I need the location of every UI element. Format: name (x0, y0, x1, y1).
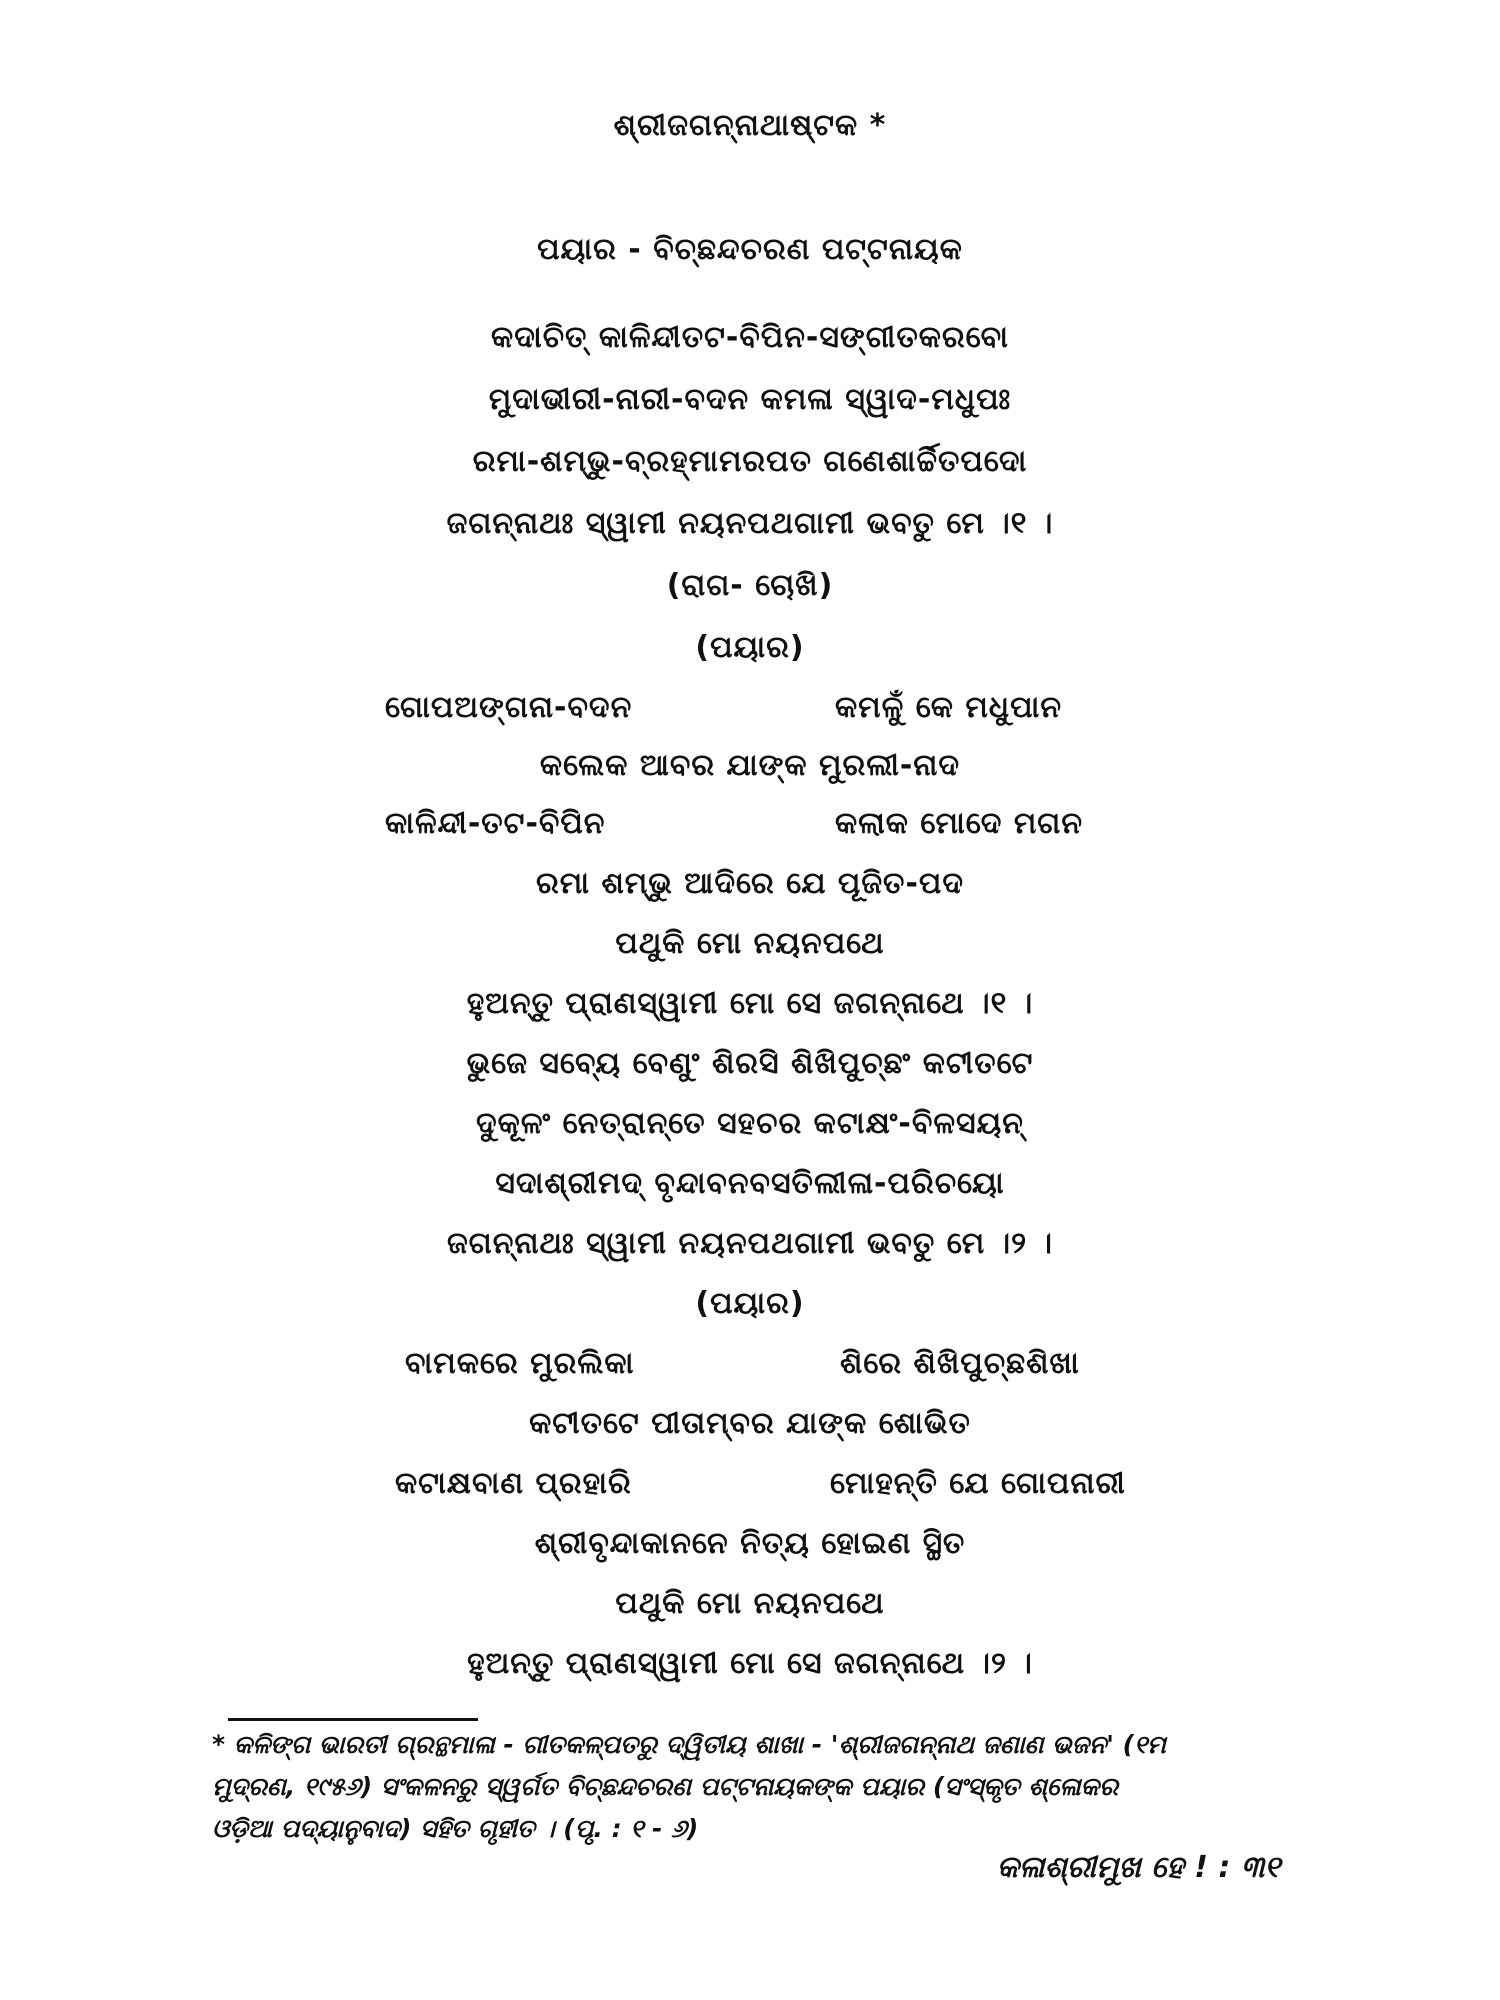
translation-2-line-6: ହୁଅନ୍ତୁ ପ୍ରାଣସ୍ୱାମୀ ମୋ ସେ ଜଗନ୍ନାଥେ ।୨ । (467, 1646, 1033, 1681)
translation-1-pair-3-left: କାଳିନ୍ଦୀ-ତଟ-ବିପିନ (385, 806, 606, 841)
verse-2-line-3: ସଦାଶ୍ରୀମଦ୍ ବୃନ୍ଦାବନବସତିଲୀଳା-ପରିଚୟୋ (495, 1166, 1005, 1201)
translation-2-line-2: କଟୀତଟେ ପୀତାମ୍ବର ଯାଙ୍କ ଶୋଭିତ (529, 1406, 971, 1441)
translation-1-line-4: ରମା ଶମ୍ଭୁ ଆଦିରେ ଯେ ପୂଜିତ-ପଦ (536, 866, 964, 901)
translation-1-pair-1-right: କମଳୁଁ କେ ମଧୁପାନ (835, 690, 1063, 725)
verse-1-line-4: ଜଗନ୍ନାଥଃ ସ୍ୱାମୀ ନୟନପଥଗାମୀ ଭବତୁ ମେ ।୧ । (446, 506, 1054, 541)
translation-1-line-2: କଲେକ ଆବର ଯାଙ୍କ ମୁରଲୀ-ନାଦ (539, 748, 961, 783)
footnote-rule (228, 1718, 478, 1721)
footnote-line-3: ଓଡ଼ିଆ ପଦ୍ୟାନୁବାଦ) ସହିତ ଗୃହୀତ । (ପୃ. : ୧ - ୬) (212, 1814, 699, 1843)
translation-2-line-4: ଶ୍ରୀବୃନ୍ଦାକାନନେ ନିତ୍ୟ ହୋଇଣ ସ୍ଥିତ (534, 1526, 966, 1561)
translation-1-line-6: ହୁଅନ୍ତୁ ପ୍ରାଣସ୍ୱାମୀ ମୋ ସେ ଜଗନ୍ନାଥେ ।୧ । (466, 986, 1034, 1021)
verse-1-line-1: କଦାଚିତ୍ କାଳିନ୍ଦୀତଟ-ବିପିନ-ସଙ୍ଗୀତକରବୋ (491, 320, 1009, 355)
payar-heading-2: (ପୟାର) (695, 1286, 805, 1321)
verse-2-line-4: ଜଗନ୍ନାଥଃ ସ୍ୱାମୀ ନୟନପଥଗାମୀ ଭବତୁ ମେ ।୨ । (446, 1226, 1054, 1261)
footnote-line-1: * କଳିଙ୍ଗ ଭାରତୀ ଗ୍ରନ୍ଥମାଳା - ଗୀତକଳ୍ପତରୁ ଦ୍ୱିତୀୟ ଶାଖା - 'ଶ୍ରୀଜଗନ୍ନାଥ ଜଣାଣ ଭଜନ' (୧ମ (212, 1730, 1166, 1759)
page-title: ଶ୍ରୀଜଗନ୍ନାଥାଷ୍ଟକ * (613, 108, 887, 143)
translation-1-line-5: ପଥୁକି ମୋ ନୟନପଥେ (615, 926, 885, 961)
translation-2-pair-3-right: ମୋହନ୍ତି ଯେ ଗୋପନାରୀ (830, 1466, 1126, 1501)
verse-1-line-2: ମୁଦାଭୀରୀ-ନାରୀ-ବଦନ କମଳା ସ୍ୱାଦ-ମଧୁପଃ (488, 382, 1012, 417)
byline: ପୟାର - ବିଚ୍ଛନ୍ଦଚରଣ ପଟ୍ଟନାୟକ (537, 232, 963, 267)
verse-2-line-1: ଭୁଜେ ସବ୍ୟେ ବେଣୁଂ ଶିରସି ଶିଖିପୁଚ୍ଛଂ କଟୀତଟେ (466, 1046, 1034, 1081)
page-footer: କଳାଶ୍ରୀମୁଖ ହେ ! : ୩୧ (996, 1850, 1280, 1885)
translation-2-pair-3-left: କଟାକ୍ଷବାଣ ପ୍ରହାରି (395, 1466, 632, 1501)
footnote-line-2: ମୁଦ୍ରଣ, ୧୯୫୬) ସଂକଳନରୁ ସ୍ୱର୍ଗତ ବିଚ୍ଛନ୍ଦଚରଣ ପଟ୍ଟନାୟକଙ୍କ ପୟାର (ସଂସ୍କୃତ ଶ୍ଳୋକର (212, 1772, 1119, 1801)
translation-2-line-5: ପଥୁକି ମୋ ନୟନପଥେ (615, 1586, 885, 1621)
translation-2-pair-1-left: ବାମକରେ ମୁରଲିକା (405, 1346, 635, 1381)
verse-1-line-3: ରମା-ଶମ୍ଭୁ-ବ୍ରହ୍ମାମରପତ ଗଣେଶାର୍ଚ୍ଚିତପଦୋ (472, 444, 1028, 479)
translation-1-pair-1-left: ଗୋପଅଙ୍ଗନା-ବଦନ (385, 690, 633, 725)
translation-1-pair-3-right: କଲାକ ମୋଦେ ମଗନ (835, 806, 1083, 841)
translation-2-pair-1-right: ଶିରେ ଶିଖିପୁଚ୍ଛଶିଖା (840, 1346, 1080, 1381)
verse-2-line-2: ଦୁକୂଳଂ ନେତ୍ରାନ୍ତେ ସହଚର କଟାକ୍ଷଂ-ବିଳସୟନ୍ (476, 1106, 1024, 1141)
payar-heading-1: (ପୟାର) (695, 630, 805, 665)
raga-heading: (ରାଗ- ଚୋଖି) (666, 568, 834, 603)
